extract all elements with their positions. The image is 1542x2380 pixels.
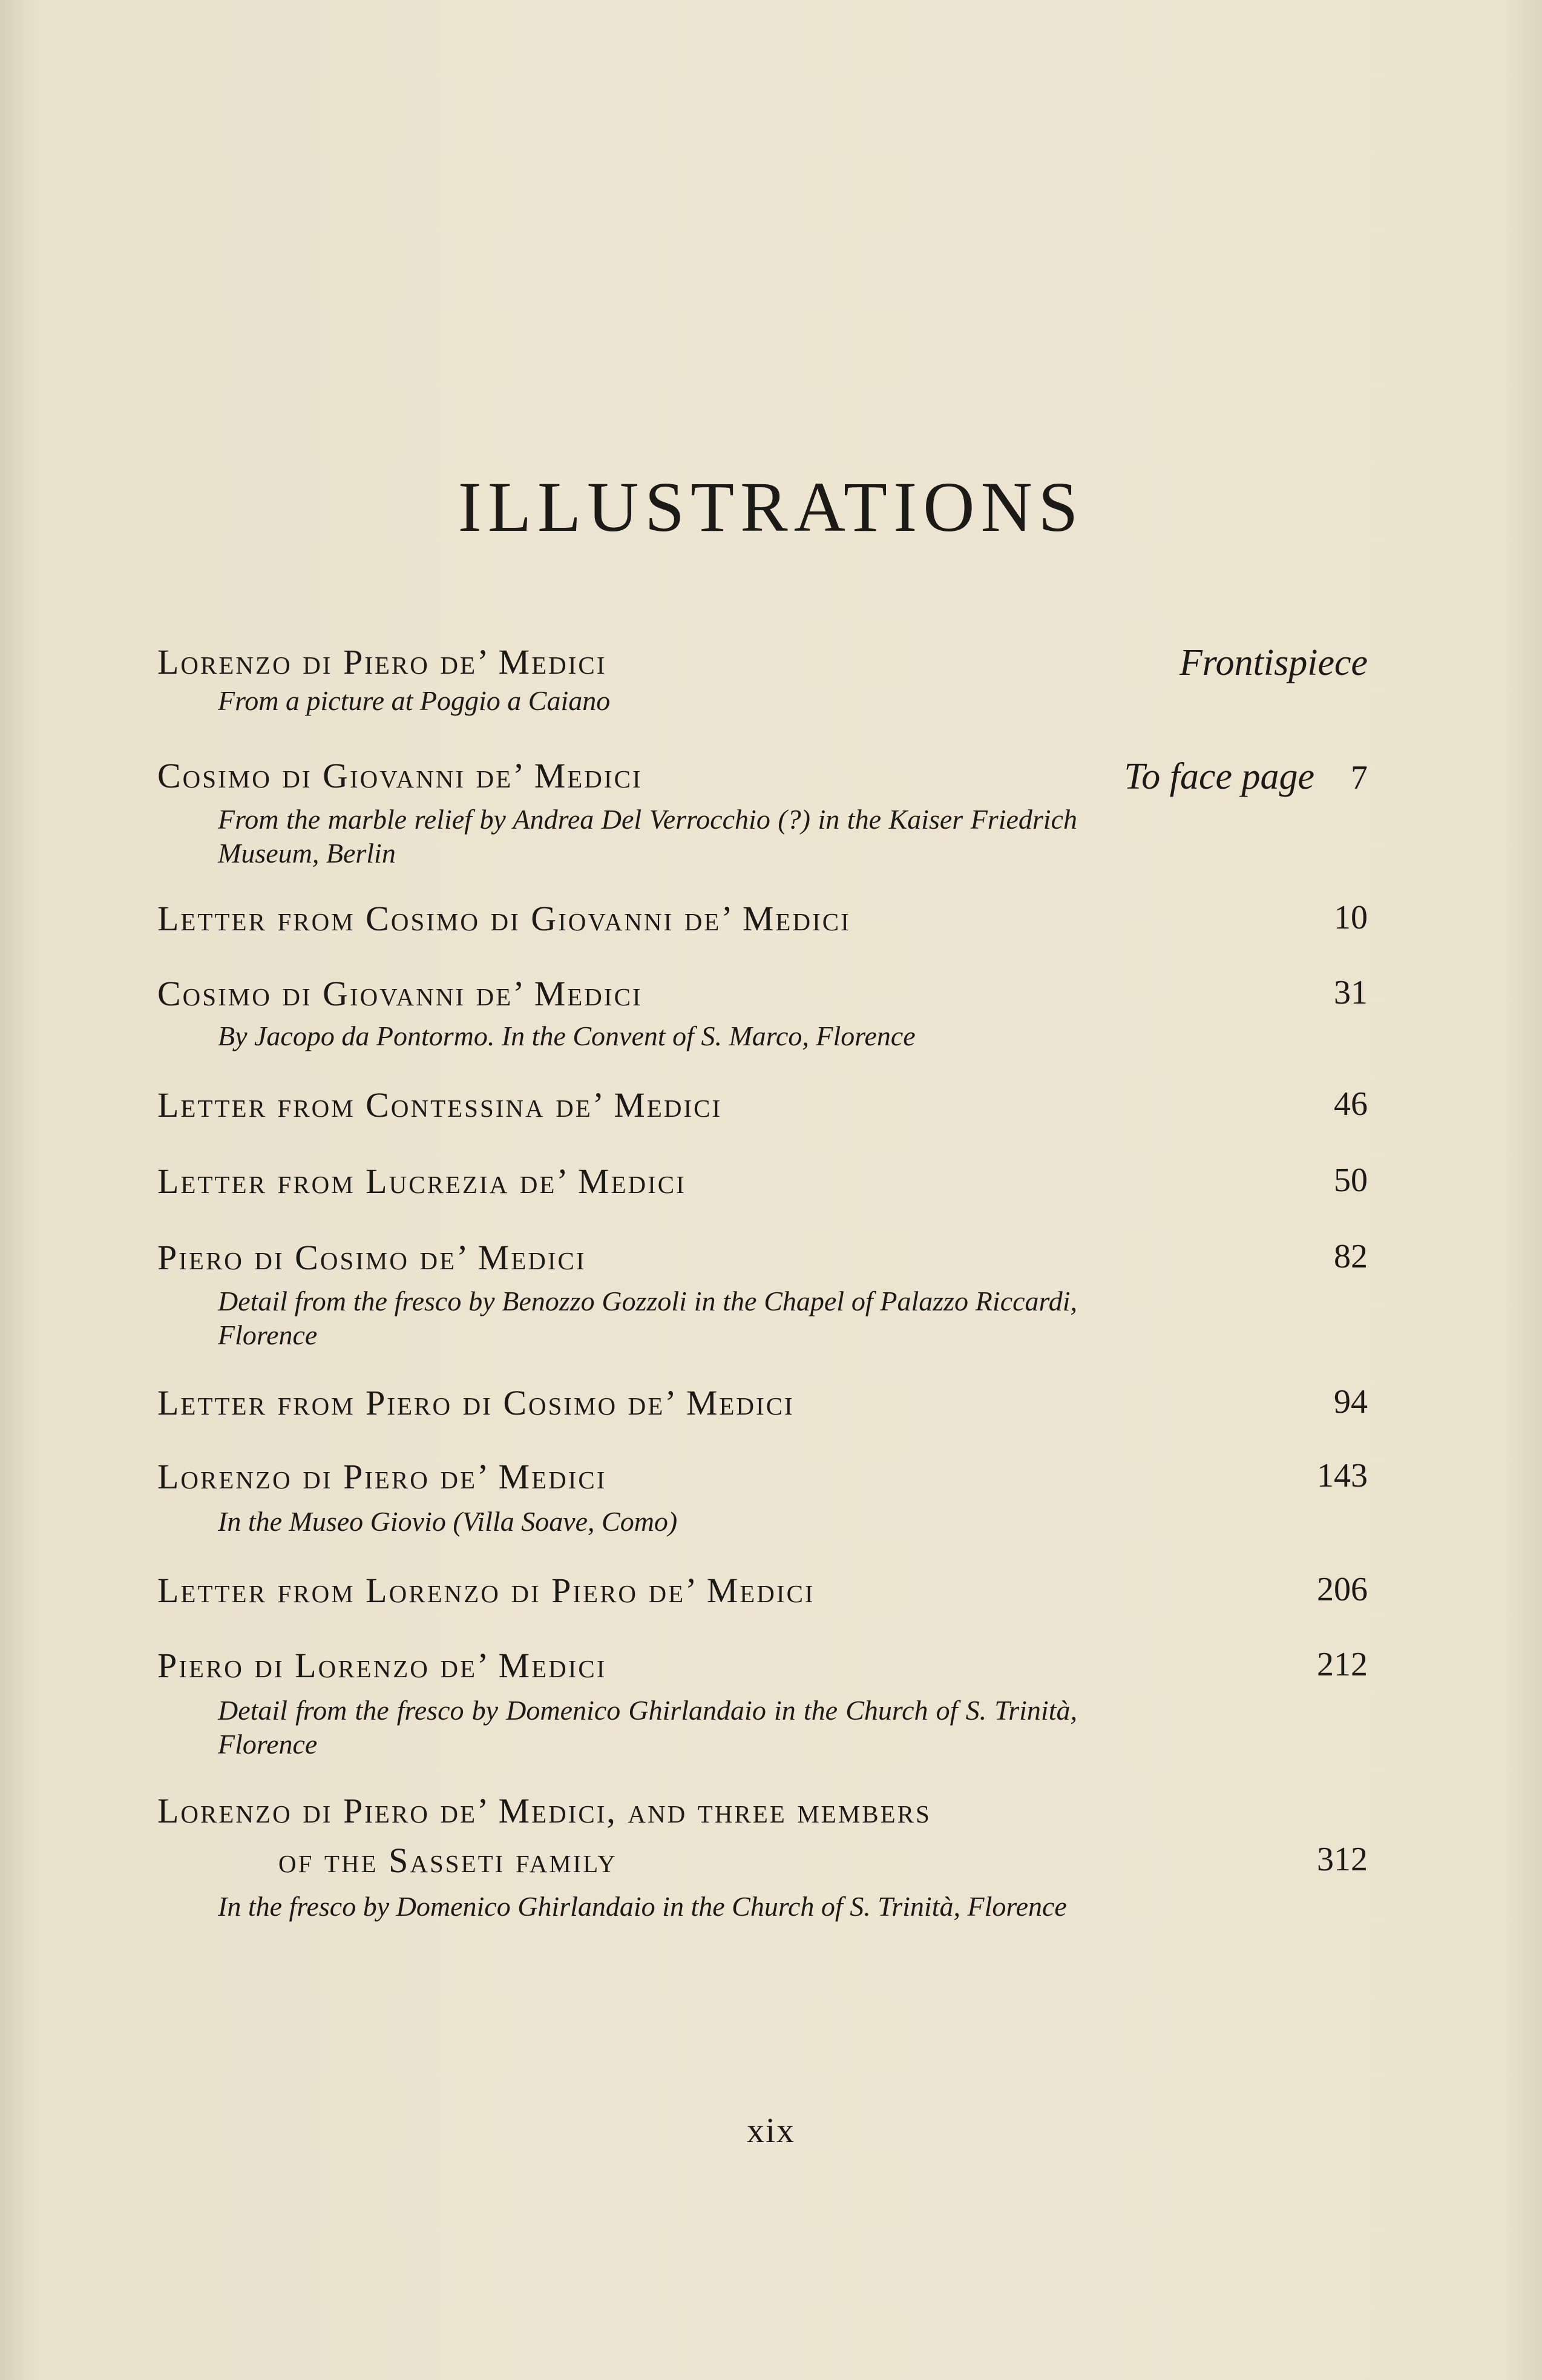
illustration-title: Letter from Lorenzo di Piero de’ Medici bbox=[157, 1571, 815, 1610]
illustration-caption: In the Museo Giovio (Villa Soave, Como) bbox=[218, 1506, 678, 1537]
illustration-title: Lorenzo di Piero de’ Medici, and three members bbox=[157, 1791, 931, 1830]
illustration-caption: In the fresco by Domenico Ghirlandaio in the Church of S. Trinità, Florence bbox=[218, 1891, 1067, 1922]
illustration-title: Cosimo di Giovanni de’ Medici bbox=[157, 756, 643, 795]
page-number: 46 bbox=[1334, 1085, 1368, 1123]
page-number: 10 bbox=[1334, 899, 1368, 936]
illustration-title: Letter from Contessina de’ Medici bbox=[157, 1085, 723, 1125]
page-number: 143 bbox=[1317, 1457, 1368, 1494]
illustration-title: Piero di Lorenzo de’ Medici bbox=[157, 1646, 607, 1685]
page-number: 31 bbox=[1334, 974, 1368, 1011]
illustration-title: Piero di Cosimo de’ Medici bbox=[157, 1238, 586, 1277]
list-item bbox=[157, 755, 1368, 870]
list-item bbox=[157, 1645, 1368, 1761]
illustration-caption: Detail from the fresco by Benozzo Gozzoli in the Chapel of Palazzo Riccardi, Florence bbox=[218, 1286, 1077, 1350]
illustration-caption: From a picture at Poggio a Caiano bbox=[218, 685, 611, 716]
illustration-title: Lorenzo di Piero de’ Medici bbox=[157, 1457, 607, 1496]
page-number: 50 bbox=[1334, 1162, 1368, 1199]
illustration-title: Lorenzo di Piero de’ Medici bbox=[157, 642, 607, 682]
list-item bbox=[157, 1790, 1368, 1924]
face-page-label: To face page bbox=[1124, 756, 1314, 797]
list-item bbox=[157, 1570, 1368, 1625]
illustration-caption: By Jacopo da Pontormo. In the Convent of S. Marco, Florence bbox=[218, 1021, 916, 1051]
page-number: 206 bbox=[1317, 1571, 1368, 1608]
page-number: 82 bbox=[1334, 1238, 1368, 1275]
list-item bbox=[157, 973, 1368, 1053]
illustration-caption: From the marble relief by Andrea Del Verrocchio (?) in the Kaiser Friedrich Museum, Berlin bbox=[218, 804, 1077, 869]
list-item bbox=[157, 1237, 1368, 1352]
page-number: 94 bbox=[1334, 1383, 1368, 1421]
page-number: 212 bbox=[1317, 1646, 1368, 1683]
page-number: 7 bbox=[1351, 759, 1368, 797]
page-number: 312 bbox=[1317, 1841, 1368, 1878]
list-item bbox=[157, 642, 1368, 718]
illustration-title: Letter from Lucrezia de’ Medici bbox=[157, 1162, 686, 1201]
illustration-title-continued: of the Sasseti family bbox=[278, 1841, 617, 1880]
list-item bbox=[157, 1382, 1368, 1437]
illustration-caption: Detail from the fresco by Domenico Ghirlandaio in the Church of S. Trinità, Florence bbox=[218, 1695, 1077, 1760]
page-reference: Frontispiece bbox=[1179, 642, 1368, 683]
list-item bbox=[157, 1085, 1368, 1139]
page-reference-with-label bbox=[1124, 755, 1368, 798]
list-item bbox=[157, 1161, 1368, 1215]
list-item bbox=[157, 898, 1368, 953]
illustration-title: Cosimo di Giovanni de’ Medici bbox=[157, 974, 643, 1013]
list-item bbox=[157, 1456, 1368, 1539]
illustration-title: Letter from Piero di Cosimo de’ Medici bbox=[157, 1383, 795, 1422]
illustration-title: Letter from Cosimo di Giovanni de’ Medici bbox=[157, 899, 851, 938]
page-number-folio: xix bbox=[746, 2111, 796, 2150]
page-title: ILLUSTRATIONS bbox=[458, 467, 1084, 547]
